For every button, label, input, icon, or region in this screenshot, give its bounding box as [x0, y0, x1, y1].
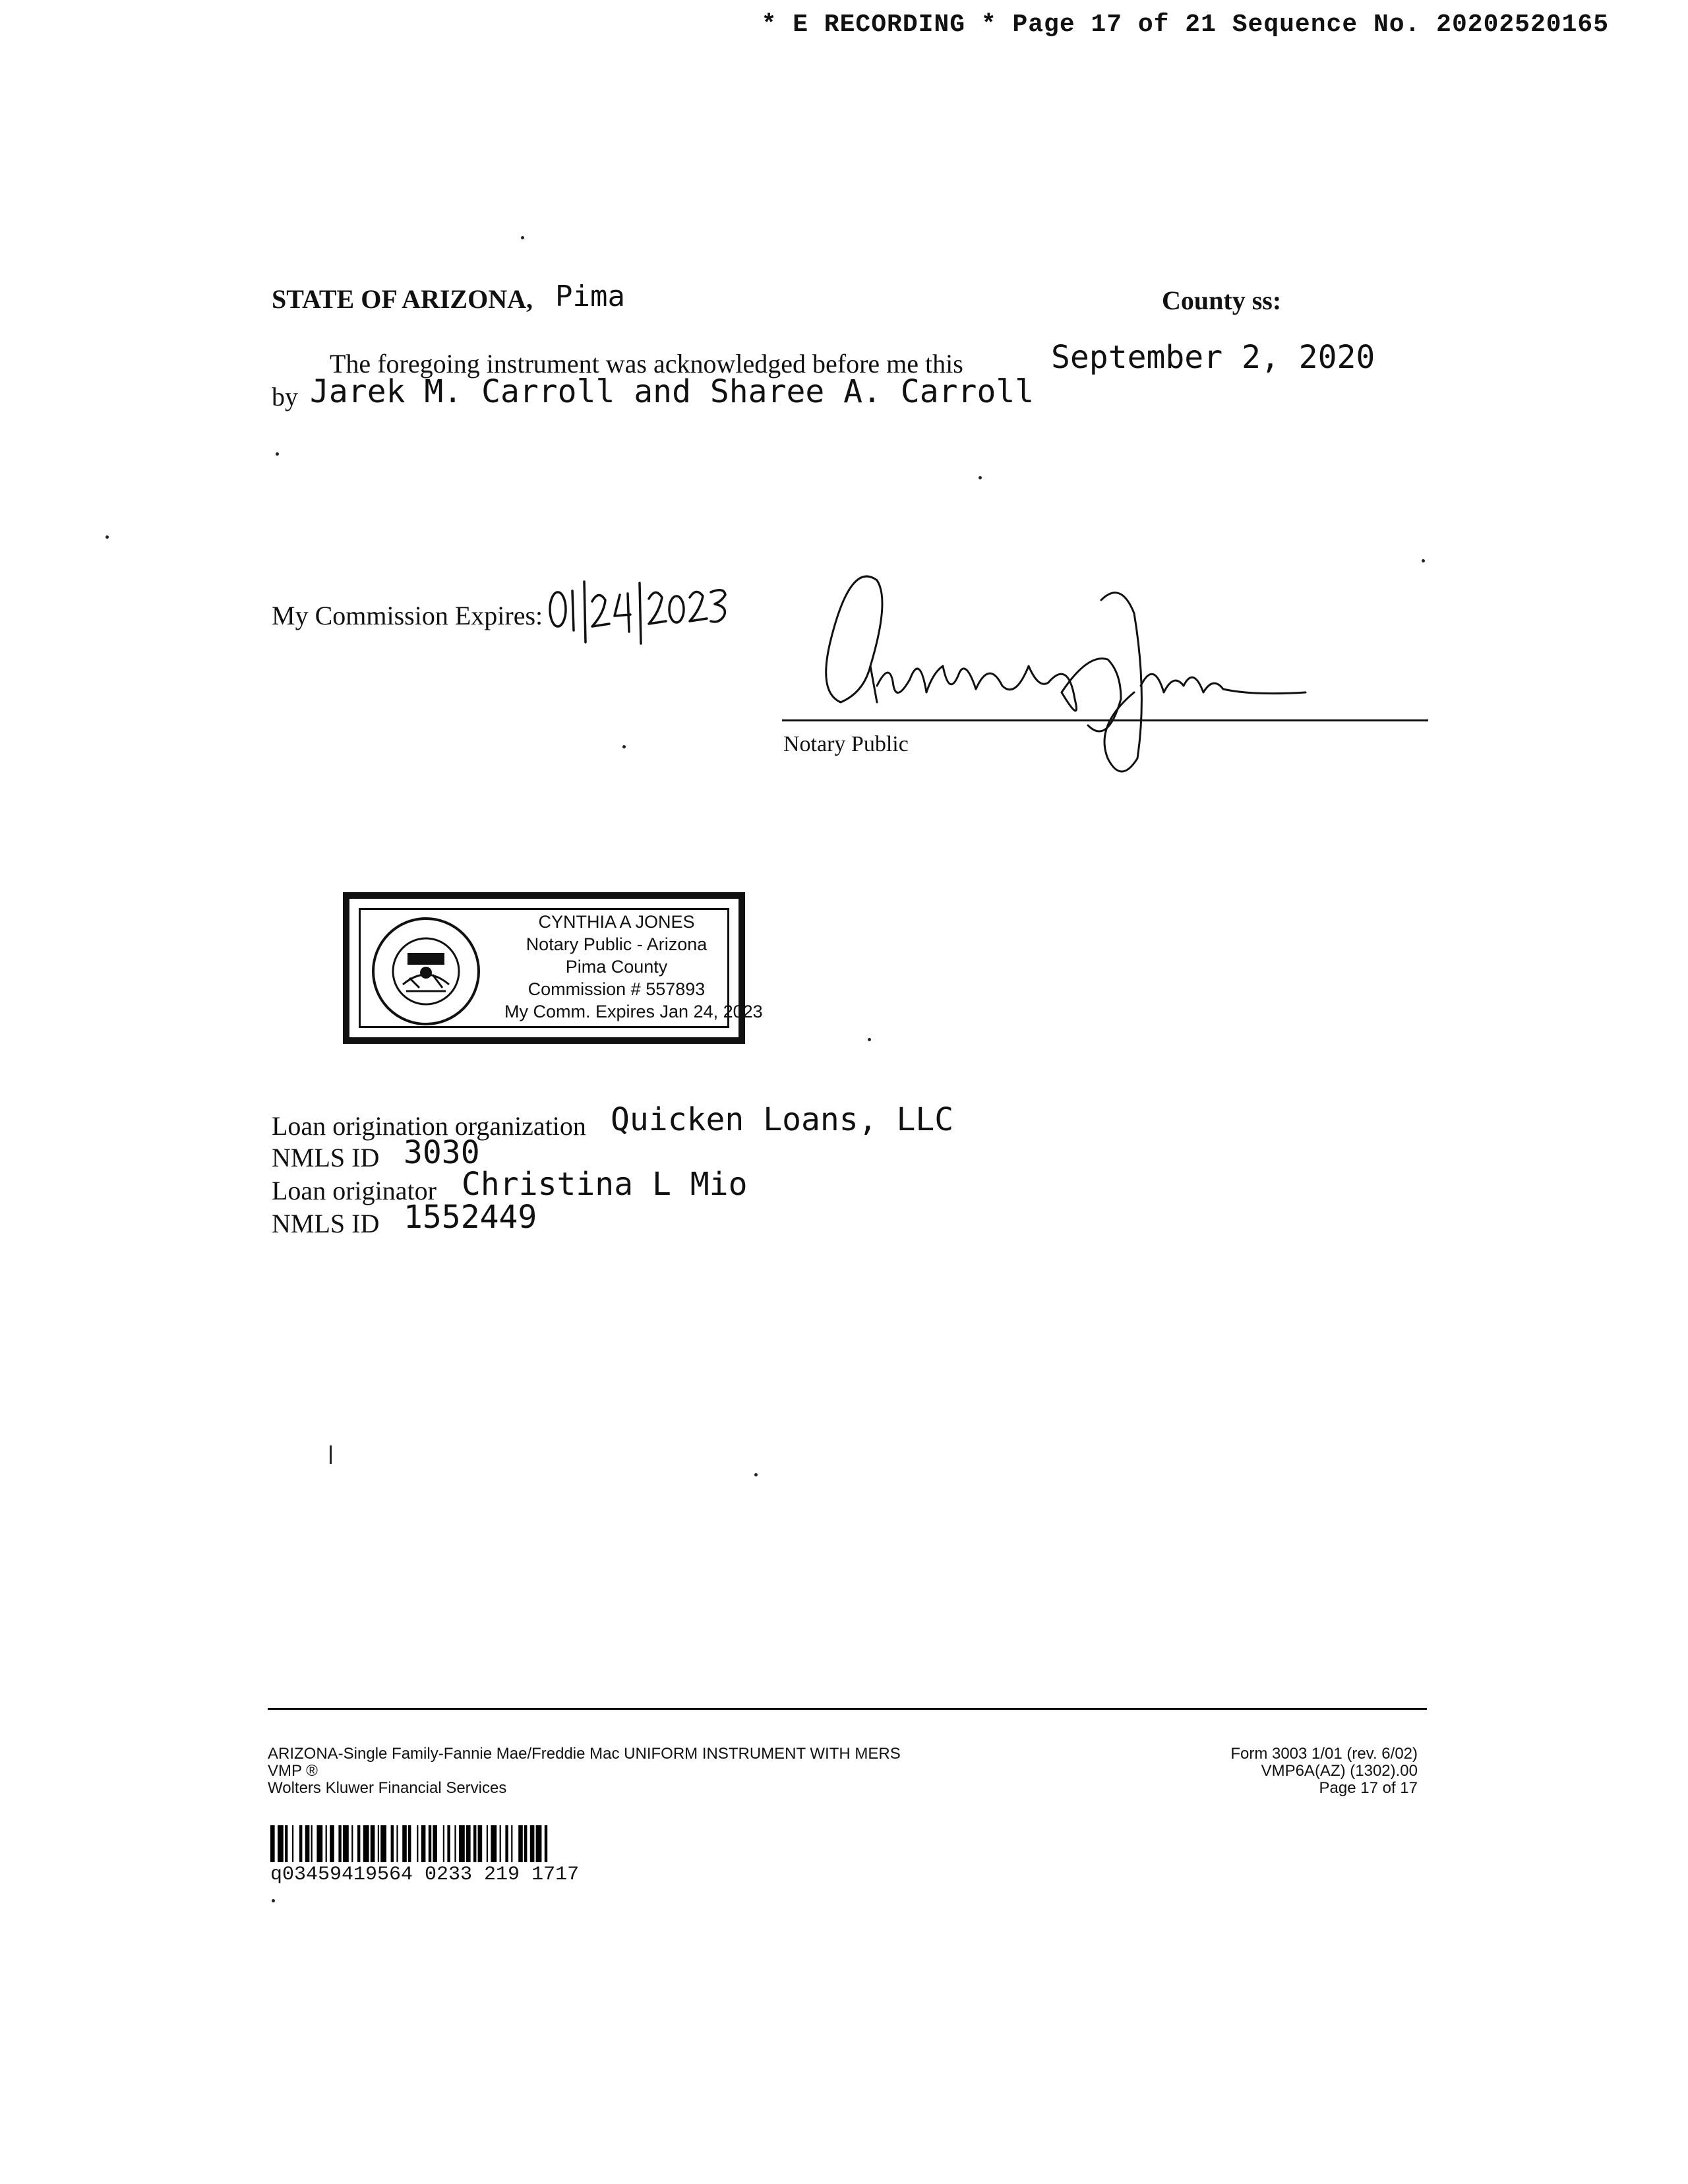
scan-speck	[276, 452, 279, 456]
seal-line-expires: My Comm. Expires Jan 24, 2023	[504, 1002, 763, 1021]
commission-label: My Commission Expires:	[272, 601, 543, 630]
barcode-bar	[454, 1825, 456, 1862]
footer-vmp: VMP ®	[268, 1762, 318, 1780]
barcode-bar	[433, 1825, 437, 1862]
barcode-bar	[363, 1825, 369, 1862]
by-label: by	[272, 382, 298, 411]
barcode-bar	[343, 1825, 349, 1862]
barcode-bar	[459, 1825, 465, 1862]
barcode-bar	[408, 1825, 411, 1862]
barcode-bar	[380, 1825, 386, 1862]
barcode-bar	[491, 1825, 497, 1862]
scan-speck	[272, 1899, 275, 1902]
barcode-bar	[421, 1825, 426, 1862]
barcode-bar	[330, 1825, 334, 1862]
barcode-bar	[357, 1825, 360, 1862]
signature-line	[782, 719, 1428, 721]
barcode-bar	[299, 1825, 302, 1862]
barcode-bar	[270, 1825, 275, 1862]
scan-speck	[1422, 559, 1425, 562]
barcode-bar	[316, 1825, 322, 1862]
scan-speck	[521, 236, 524, 239]
barcode-bar	[466, 1825, 471, 1862]
acknowledgment-date: September 2, 2020	[1051, 339, 1375, 376]
footer-form-description: ARIZONA-Single Family-Fannie Mae/Freddie Mac UNIFORM INSTRUMENT WITH MERS	[268, 1745, 901, 1763]
footer-vmp-code: VMP6A(AZ) (1302).00	[1261, 1762, 1418, 1780]
footer-publisher: Wolters Kluwer Financial Services	[268, 1779, 507, 1797]
barcode-bar	[530, 1825, 535, 1862]
barcode-bar	[473, 1825, 476, 1862]
barcode-bar	[429, 1825, 431, 1862]
recording-header: * E RECORDING * Page 17 of 21 Sequence No. 20202520165	[761, 11, 1609, 39]
state-label: STATE OF ARIZONA,	[272, 284, 533, 314]
barcode-bar	[545, 1825, 547, 1862]
footer-form-number: Form 3003 1/01 (rev. 6/02)	[1230, 1745, 1418, 1763]
scan-speck	[868, 1038, 871, 1041]
scan-speck	[754, 1473, 758, 1476]
barcode-bar	[443, 1825, 444, 1862]
nmls-value-originator: 1552449	[404, 1199, 537, 1236]
state-seal-emblem	[367, 912, 485, 1031]
barcode-number: q03459419564 0233 219 1717	[270, 1864, 580, 1886]
barcode-bar	[378, 1825, 379, 1862]
loan-org-value: Quicken Loans, LLC	[611, 1101, 954, 1138]
barcode-bar	[278, 1825, 284, 1862]
barcode-bar	[447, 1825, 450, 1862]
footer-rule	[268, 1708, 1427, 1710]
barcode-bar	[305, 1825, 310, 1862]
barcode-bar	[524, 1825, 527, 1862]
barcode-bar	[487, 1825, 488, 1862]
loan-originator-label: Loan originator	[272, 1176, 437, 1205]
seal-line-commission: Commission # 557893	[528, 979, 706, 999]
scan-speck	[979, 476, 982, 479]
barcode-bar	[311, 1825, 313, 1862]
barcode-bar	[505, 1825, 508, 1862]
barcode-bar	[417, 1825, 418, 1862]
barcode-bar	[478, 1825, 483, 1862]
scan-speck	[622, 745, 626, 748]
notary-seal-stamp	[343, 892, 763, 1044]
county-value: Pima	[555, 280, 625, 313]
nmls-value-org: 3030	[404, 1134, 480, 1171]
acknowledged-persons: Jarek M. Carroll and Sharee A. Carroll	[310, 373, 1035, 410]
nmls-label-org: NMLS ID	[272, 1143, 380, 1172]
handwritten-commission-date	[546, 575, 737, 648]
nmls-label-originator: NMLS ID	[272, 1209, 380, 1238]
barcode-bar	[518, 1825, 523, 1862]
notary-signature	[778, 561, 1319, 798]
notary-public-label: Notary Public	[783, 732, 909, 756]
barcode-bar	[326, 1825, 327, 1862]
loan-originator-value: Christina L Mio	[462, 1166, 748, 1203]
barcode-bar	[500, 1825, 501, 1862]
seal-line-county: Pima County	[565, 957, 668, 977]
acknowledgment-statement: The foregoing instrument was acknowledged before me this	[330, 349, 963, 379]
footer-barcode	[270, 1825, 719, 1862]
barcode-bar	[338, 1825, 341, 1862]
scan-speck	[106, 535, 109, 539]
barcode-bar	[285, 1825, 287, 1862]
barcode-bar	[402, 1825, 407, 1862]
barcode-bar	[396, 1825, 398, 1862]
scan-mark	[330, 1445, 332, 1464]
loan-org-label: Loan origination organization	[272, 1111, 586, 1141]
seal-line-name: CYNTHIA A JONES	[538, 912, 695, 932]
barcode-bar	[511, 1825, 512, 1862]
barcode-bar	[536, 1825, 542, 1862]
footer-page-number: Page 17 of 17	[1319, 1779, 1418, 1797]
barcode-bar	[351, 1825, 353, 1862]
barcode-bar	[391, 1825, 394, 1862]
seal-line-title: Notary Public - Arizona	[526, 934, 708, 954]
barcode-bar	[371, 1825, 375, 1862]
county-label: County ss:	[1162, 286, 1282, 315]
barcode-bar	[292, 1825, 293, 1862]
